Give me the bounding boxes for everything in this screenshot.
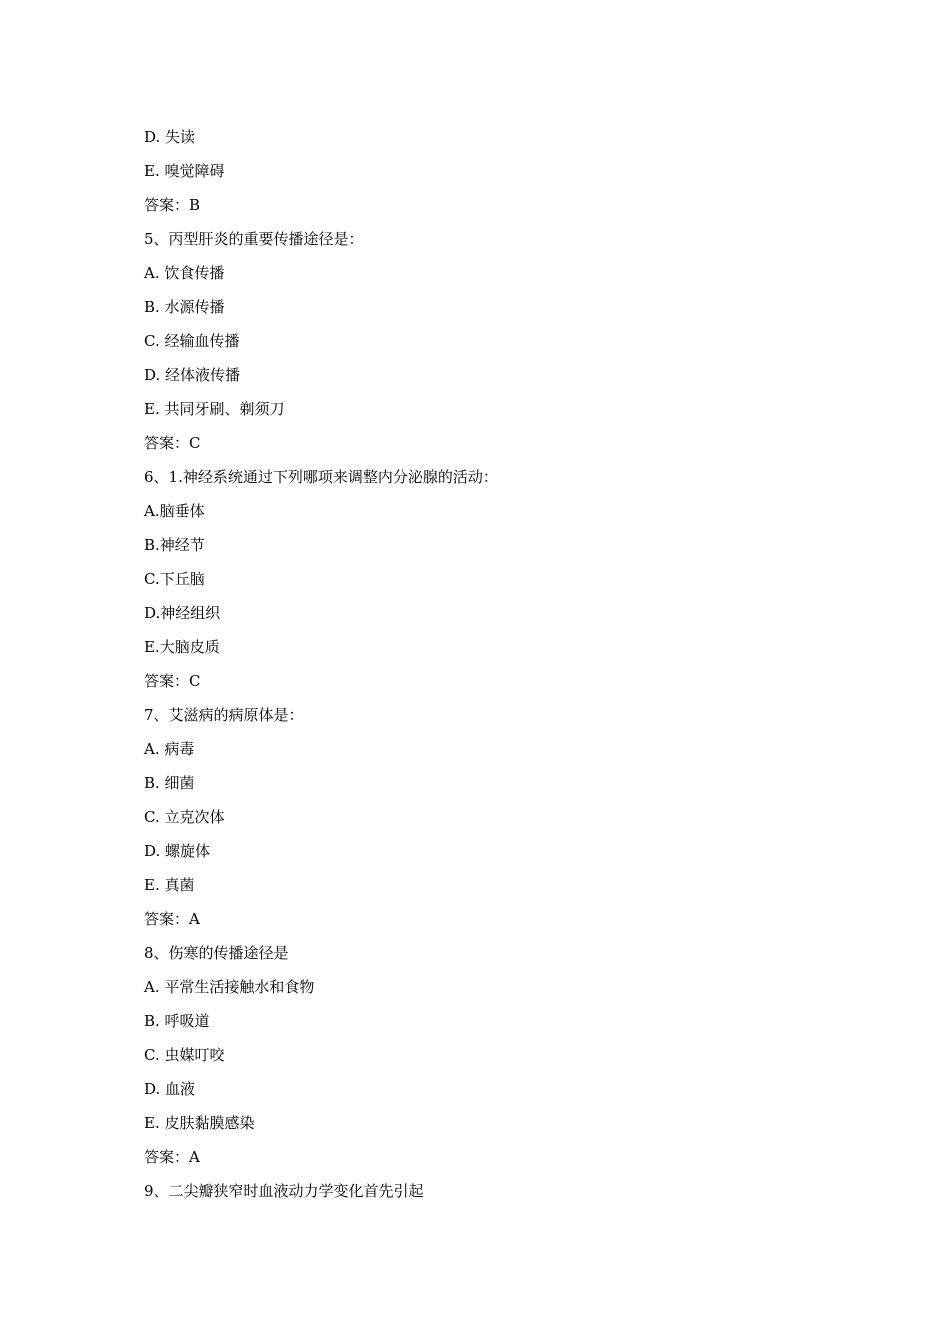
answer-line: 答案：A [144, 910, 200, 928]
option-line: D.神经组织 [144, 604, 221, 622]
question-line: 8、伤寒的传播途径是 [144, 944, 289, 962]
answer-line: 答案：A [144, 1148, 200, 1166]
answer-line: 答案：C [144, 672, 201, 690]
option-line: A. 病毒 [144, 740, 195, 758]
option-line: B. 细菌 [144, 774, 195, 792]
option-line: B. 水源传播 [144, 298, 225, 316]
question-line: 5、丙型肝炎的重要传播途径是： [144, 230, 364, 248]
option-line: A. 平常生活接触水和食物 [144, 978, 315, 996]
option-line: D. 血液 [144, 1080, 196, 1098]
option-line: C. 立克次体 [144, 808, 225, 826]
option-line: B. 呼吸道 [144, 1012, 210, 1030]
option-line: E. 共同牙刷、剃须刀 [144, 400, 285, 418]
option-line: A. 饮食传播 [144, 264, 225, 282]
option-line: A.脑垂体 [144, 502, 205, 520]
text-line: E. 嗅觉障碍 [144, 162, 225, 180]
option-line: C.下丘脑 [144, 570, 205, 588]
option-line: C. 经输血传播 [144, 332, 240, 350]
option-line: E.大脑皮质 [144, 638, 220, 656]
answer-line: 答案：C [144, 434, 201, 452]
option-line: E. 皮肤黏膜感染 [144, 1114, 255, 1132]
text-line: D. 失读 [144, 128, 196, 146]
option-line: D. 经体液传播 [144, 366, 241, 384]
question-line: 7、艾滋病的病原体是： [144, 706, 304, 724]
option-line: E. 真菌 [144, 876, 195, 894]
question-line: 9、二尖瓣狭窄时血液动力学变化首先引起 [144, 1182, 424, 1200]
answer-line: 答案：B [144, 196, 201, 214]
option-line: D. 螺旋体 [144, 842, 211, 860]
option-line: C. 虫媒叮咬 [144, 1046, 225, 1064]
question-line: 6、1.神经系统通过下列哪项来调整内分泌腺的活动： [144, 468, 498, 486]
option-line: B.神经节 [144, 536, 205, 554]
question-text-block [144, 126, 844, 1214]
